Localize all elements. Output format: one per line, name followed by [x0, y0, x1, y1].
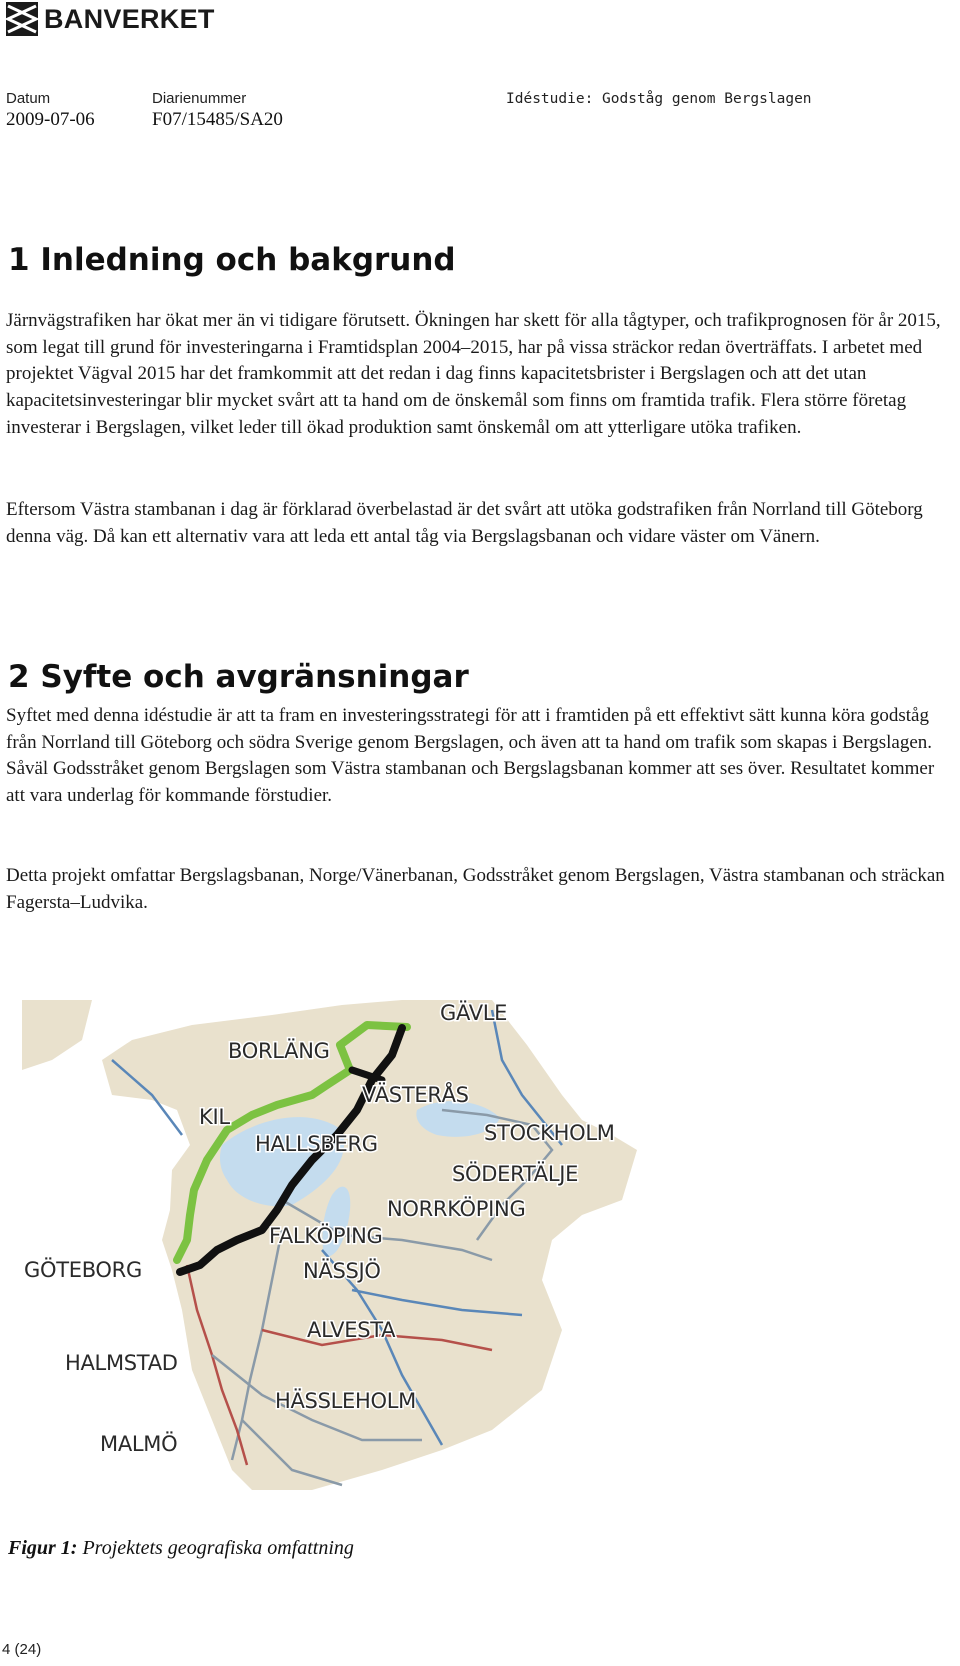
city-label-sodertalje: SÖDERTÄLJE: [452, 1162, 579, 1186]
city-label-norrkoping: NORRKÖPING: [387, 1197, 526, 1221]
city-label-halmstad: HALMSTAD: [65, 1351, 178, 1375]
city-label-vasteras: VÄSTERÅS: [362, 1083, 469, 1107]
city-label-stockholm: STOCKHOLM: [484, 1121, 615, 1145]
section-2-paragraph-1: Syftet med denna idéstudie är att ta fram en investeringsstrategi för att i framtiden på ett effektivt sätt kunna köra godståg från Norrland till Göteborg och södra Sverige genom Bergslagen, och även att ta hand om trafik som skapas i Bergslagen. Såväl Godsstråket genom Bergslagen som Västra stambanan och Bergslagsbanan kommer att ses över. Resultatet kommer att vara underlag för kommande förstudier.: [6, 705, 935, 807]
banverket-logo: [6, 0, 215, 38]
banverket-logo-icon: [6, 1, 38, 37]
figure-caption-text: Projektets geografiska omfattning: [82, 1537, 354, 1559]
city-label-gavle: GÄVLE: [440, 1001, 508, 1025]
city-label-borlang: BORLÄNG: [228, 1039, 330, 1063]
page-number: 4 (24): [2, 1641, 42, 1658]
section-1-heading: 1 Inledning och bakgrund: [8, 242, 456, 278]
city-label-nassjo: NÄSSJÖ: [303, 1259, 381, 1283]
datum-value: 2009-07-06: [6, 109, 95, 130]
city-label-hassleholm: HÄSSLEHOLM: [275, 1389, 416, 1413]
datum-block: [6, 90, 95, 131]
figure-label: Figur 1:: [8, 1537, 78, 1559]
city-label-alvesta: ALVESTA: [307, 1318, 396, 1342]
section-1-paragraph-2: Eftersom Västra stambanan i dag är förklarad överbelastad är det svårt att utöka godstrafiken från Norrland till Göteborg denna väg. Då kan ett alternativ vara att leda ett antal tåg via Bergslagsbanan och vidare väster om Vänern.: [6, 499, 923, 547]
city-label-kil: KIL: [199, 1105, 230, 1129]
document-title: Idéstudie: Godståg genom Bergslagen: [506, 91, 812, 107]
city-label-hallsberg: HALLSBERG: [255, 1132, 378, 1156]
section-1-paragraph-1: Järnvägstrafiken har ökat mer än vi tidigare förutsett. Ökningen har skett för alla tågtyper, och trafikprognosen för år 2015, som legat till grund för investeringarna i Framtidsplan 2004–2015, har på vissa sträckor redan överträffats. I arbetet med projektet Vägval 2015 har det framkommit att det redan i dag finns kapacitetsbrister i Bergslagen och att det utan kapacitetsinvesteringar blir mycket svårt att ta hand om de önskemål som finns om framtida trafik. Flera större företag investerar i Bergslagen, vilket leder till ökad produktion samt önskemål om att ytterligare utöka trafiken.: [6, 310, 941, 438]
figure-caption: [8, 1537, 354, 1560]
railway-map: [22, 1000, 664, 1506]
city-label-goteborg: GÖTEBORG: [24, 1258, 142, 1282]
section-2-heading: 2 Syfte och avgränsningar: [8, 659, 469, 695]
diarienummer-block: [152, 90, 283, 131]
city-label-malmo: MALMÖ: [100, 1432, 178, 1456]
datum-label: Datum: [6, 90, 51, 107]
section-2-paragraph-2: Detta projekt omfattar Bergslagsbanan, Norge/Vänerbanan, Godsstråket genom Bergslagen, Västra stambanan och sträckan Fagersta–Ludvika.: [6, 865, 945, 913]
logo-text: BANVERKET: [44, 3, 215, 34]
city-label-falkoping: FALKÖPING: [269, 1224, 383, 1248]
diarienummer-value: F07/15485/SA20: [152, 109, 283, 130]
diarienummer-label: Diarienummer: [152, 90, 247, 107]
